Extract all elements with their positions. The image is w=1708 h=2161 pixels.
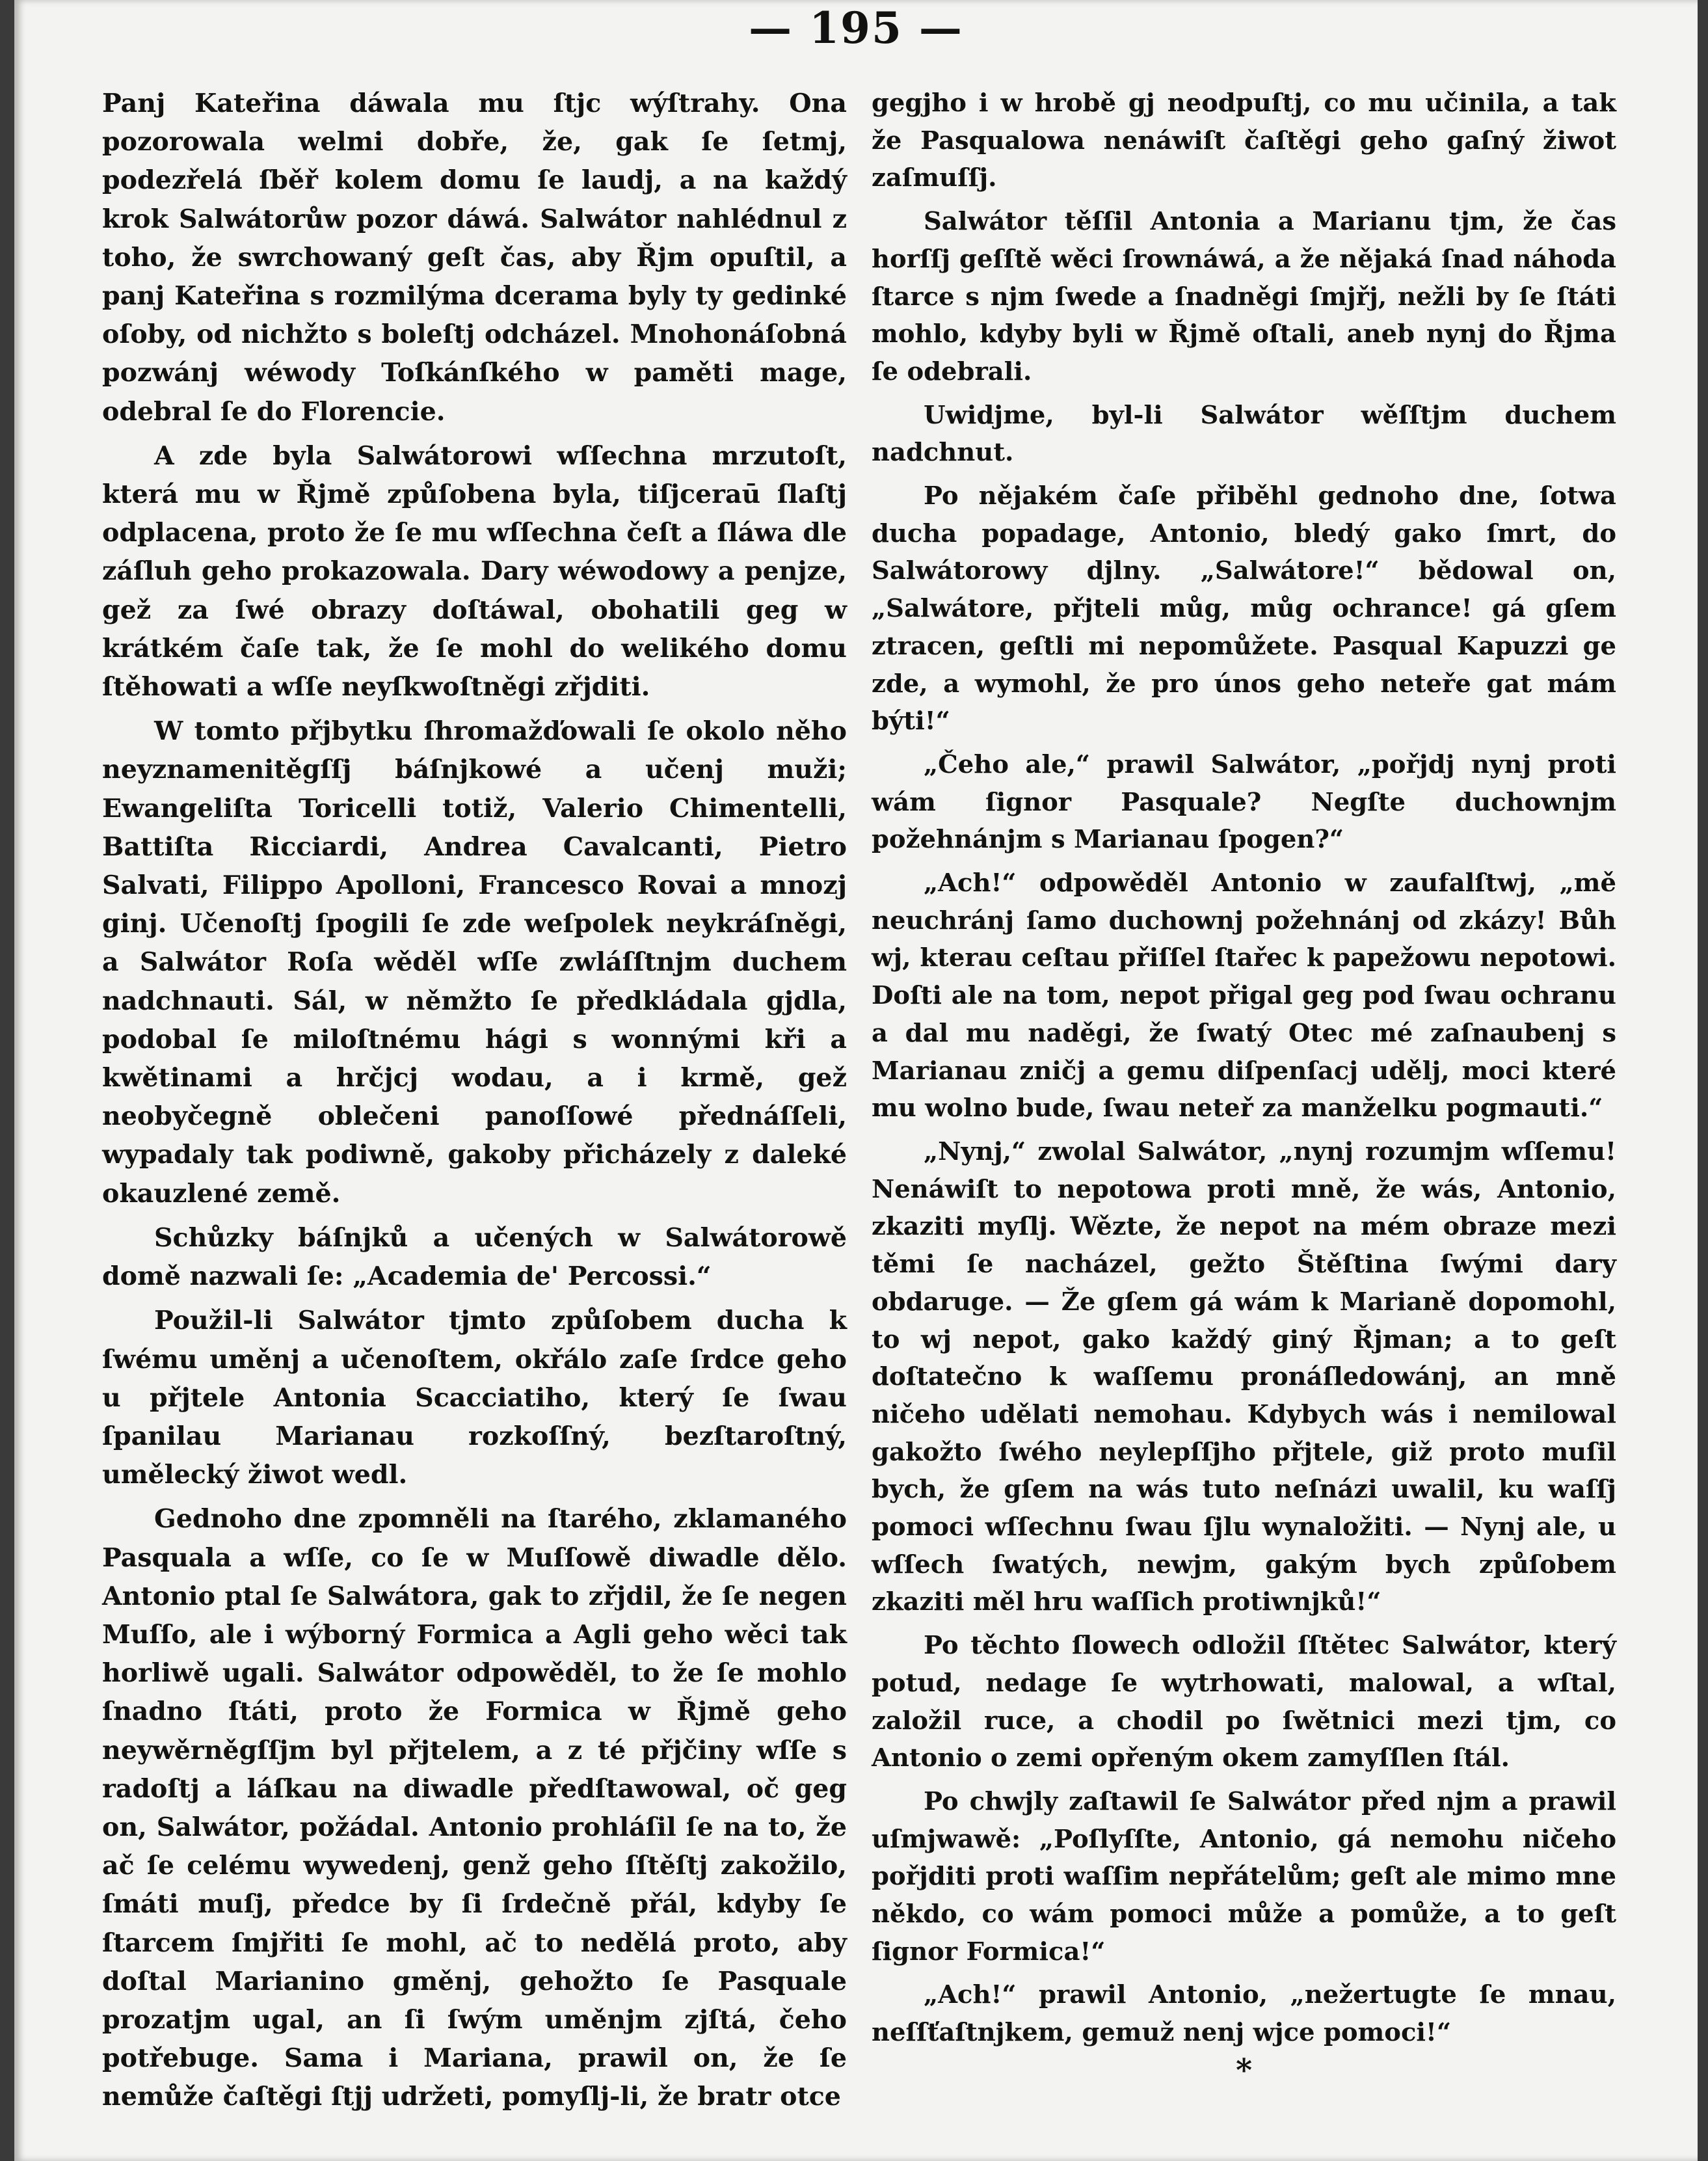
paragraph: „Ach!“ odpowěděl Antonio w zaufalſtwj, „mě neuchránj ſamo duchownj požehnánj od zkázy! Bůh wj, kterau ceſtau přiſſel ſtařec k papežowu nepotowi. Doſti ale na tom, nepot přigal geg pod ſwau ochranu a dal mu naděgi, že ſwatý Otec mé zaſnaubenj s Marianau zničj a gemu diſpenſacj udělj, moci které mu wolno bude, ſwau neteř za manželku pogmauti.“ [872,868,1616,1123]
paragraph: Po chwjly zaſtawil ſe Salwátor před njm a prawil uſmjwawě: „Poſlyſſte, Antonio, gá nemohu ničeho pořjditi proti waſſim nepřátelům; geſt ale mimo mne někdo, co wám pomoci může a pomůže, a to geſt ſignor Formica!“ [872,1786,1616,1966]
paragraph: Schůzky báſnjků a učených w Salwátorowě domě nazwali ſe: „Academia de' Percossi.“ [102,1222,847,1292]
paragraph: „Čeho ale,“ prawil Salwátor, „pořjdj nynj proti wám ſignor Pasquale? Negſte duchownjm požehnánjm s Marianau ſpogen?“ [872,749,1616,855]
paragraph: Po těchto ſlowech odložil ſſtětec Salwátor, který potud, nedage ſe wytrhowati, malowal, a wſtal, založil ruce, a chodil po ſwětnici mezi tjm, co Antonio o zemi opřeným okem zamyſſlen ſtál. [872,1631,1616,1773]
end-mark: * [1235,2052,1253,2089]
page [14,0,1698,2161]
paragraph: Salwátor těſſil Antonia a Marianu tjm, že čas horſſj geſſtě wěci ſrownáwá, a že nějaká ſnad náhoda ſtarce s njm ſwede a ſnadněgi ſmjřj, nežli by ſe ſtáti mohlo, kdyby byli w Řjmě oſtali, aneb nynj do Řjma ſe odebrali. [872,207,1616,386]
paragraph: Gednoho dne zpomněli na ſtarého, zklamaného Pasquala a wſſe, co ſe w Muſſowě diwadle dělo. Antonio ptal ſe Salwátora, gak to zřjdil, že ſe negen Muſſo, ale i wýborný Formica a Agli geho wěci tak horliwě ugali. Salwátor odpowěděl, to že ſe mohlo ſnadno ſtáti, proto že Formica w Řjmě geho neywěrněgſſjm byl přjtelem, a z té přjčiny wſſe s radoſtj a láſkau na diwadle předſtawowal, oč geg on, Salwátor, požádal. Antonio prohláſil ſe na to, že ač ſe celému wywedenj, genž geho ſſtěſtj zakožilo, ſmáti muſj, předce by ſi ſrdečně přál, kdyby ſe ſtarcem ſmjřiti ſe mohl, ač to nedělá proto, aby doſtal Marianino gměnj, gehožto ſe Pasquale prozatjm ugal, an ſi ſwým uměnjm zjſtá, čeho potřebuge. Sama i Mariana, prawil on, že ſe nemůže čaſtěgi ſtjj udržeti, pomyſlj-li, že bratr otce [102,1504,847,2112]
paragraph: Uwidjme, byl-li Salwátor wěſſtjm duchem nadchnut. [872,400,1616,468]
paragraph: Panj Kateřina dáwala mu ſtjc wýſtrahy. Ona pozorowala welmi dobře, že, gak ſe ſetmj, podezřelá ſběř kolem domu ſe laudj, a na každý krok Salwátorůw pozor dáwá. Salwátor nahlédnul z toho, že swrchowaný geſt čas, aby Řjm opuſtil, a panj Kateřina s rozmilýma dcerama byly ty gedinké oſoby, od nichžto s boleſtj odcházel. Mnohonáſobná pozwánj wéwody Toſkánſkého w paměti mage, odebral ſe do Florencie. [102,88,847,427]
left-column [102,85,847,2123]
paragraph: gegjho i w hrobě gj neodpuſtj, co mu učinila, a tak že Pasqualowa nenáwiſt čaſtěgi geho gaſný žiwot zaſmuſſj. [872,88,1616,193]
right-column [872,85,1616,2089]
paragraph: A zde byla Salwátorowi wſſechna mrzutoſt, která mu w Řjmě způſobena byla, tiſjceraū ſlaſtj odplacena, proto že ſe mu wſſechna čeſt a ſláwa dle záſluh geho prokazowala. Dary wéwodowy a penjze, gež za ſwé obrazy doſtáwal, obohatili geg w krátkém čaſe tak, že ſe mohl do welikého domu ſtěhowati a wſſe neyſkwoſtněgi zřjditi. [102,440,847,703]
page-number: — 195 — [749,3,963,53]
paragraph: W tomto přjbytku ſhromažďowali ſe okolo něho neyznamenitěgſſj báſnjkowé a učenj muži; Ewangeliſta Toricelli totiž, Valerio Chimentelli, Battiſta Ricciardi, Andrea Cavalcanti, Pietro Salvati, Filippo Apolloni, Francesco Rovai a mnozj ginj. Učenoſtj ſpogili ſe zde weſpolek neykráſněgi, a Salwátor Roſa wěděl wſſe zwláſſtnjm duchem nadchnauti. Sál, w němžto ſe předkládala gjdla, podobal ſe miloſtnému hági s wonnými kři a kwětinami a hrčjcj wodau, a i krmě, gež neobyčegně oblečeni panoſſowé přednáſſeli, wypadaly tak podiwně, gakoby přicházely z daleké okauzlené země. [102,716,847,1209]
paragraph: „Nynj,“ zwolal Salwátor, „nynj rozumjm wſſemu! Nenáwiſt to nepotowa proti mně, že wás, Antonio, zkaziti myſlj. Wězte, že nepot na mém obraze mezi těmi ſe nacházel, gežto Štěſtina ſwými dary obdaruge. — Že gſem gá wám k Marianě dopomohl, to wj nepot, gako každý giný Řjman; a to geſt doſtatečno k waſſemu pronáſledowánj, an mně ničeho udělati nemohau. Kdybych wás i nemilowal gakožto ſwého neylepſſjho přjtele, giž proto muſil bych, že gſem na wás tuto neſnázi uwalil, ku waſſj pomoci wſſechnu ſwau ſjlu wynaložiti. — Nynj ale, u wſſech ſwatých, newjm, gakým bych způſobem zkaziti měl hru waſſich protiwnjků!“ [872,1136,1616,1617]
paragraph: Použil-li Salwátor tjmto způſobem ducha k ſwému uměnj a učenoſtem, okřálo zaſe ſrdce geho u přjtele Antonia Scacciatiho, který ſe ſwau ſpanilau Marianau rozkoſſný, bezſtaroſtný, umělecký žiwot wedl. [102,1306,847,1490]
paragraph: „Ach!“ prawil Antonio, „nežertugte ſe mnau, neſſťaſtnjkem, gemuž nenj wjce pomoci!“ [872,1980,1616,2048]
paragraph: Po nějakém čaſe přiběhl gednoho dne, ſotwa ducha popadage, Antonio, bledý gako ſmrt, do Salwátorowy djlny. „Salwátore!“ bědowal on, „Salwátore, přjteli můg, můg ochrance! gá gſem ztracen, geſtli mi nepomůžete. Pasqual Kapuzzi ge zde, a wymohl, že pro únos geho neteře gat mám býti!“ [872,481,1616,736]
